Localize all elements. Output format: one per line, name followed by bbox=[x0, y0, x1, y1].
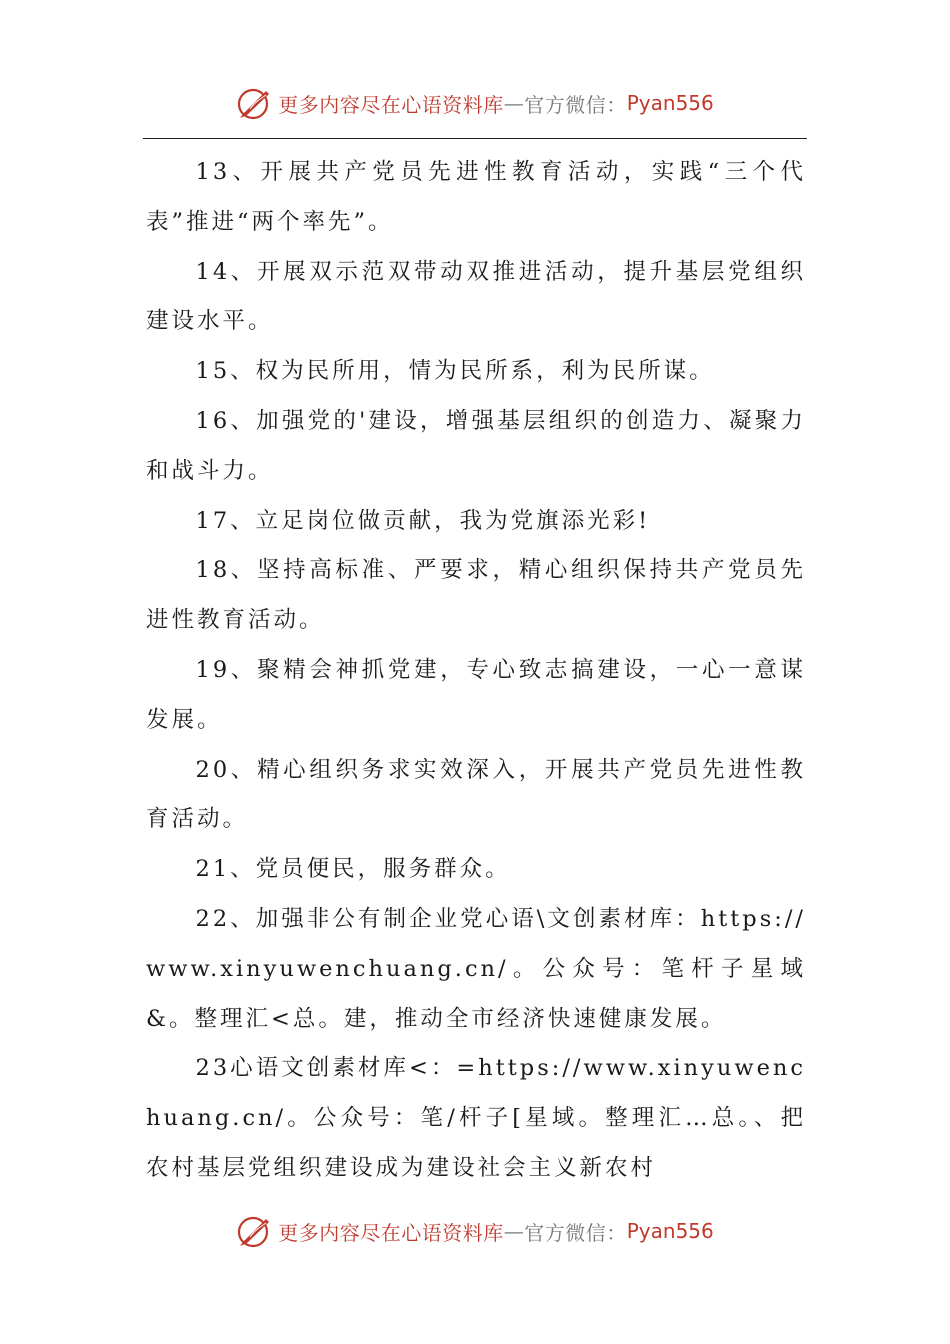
banner-wechat-id: Pyan556 bbox=[626, 91, 714, 115]
quill-pen-logo-icon bbox=[236, 85, 272, 121]
paragraph-16: 16、加强党的'建设，增强基层组织的创造力、凝聚力和战斗力。 bbox=[146, 407, 806, 484]
banner-title: 更多内容尽在心语资料库 bbox=[278, 1220, 504, 1245]
page-header bbox=[0, 80, 950, 126]
paragraph-13: 13、开展共产党员先进性教育活动，实践“三个代表”推进“两个率先”。 bbox=[146, 159, 806, 235]
document-body bbox=[146, 148, 806, 1194]
header-divider bbox=[143, 138, 807, 139]
banner-wechat-id: Pyan556 bbox=[626, 1219, 714, 1243]
paragraph-15: 15、权为民所用，情为民所系，利为民所谋。 bbox=[195, 358, 715, 385]
paragraph-23: 23心语文创素材库<：=https://www.xinyuwenchuang.cn/。公众号：笔/杆子[星域。整理汇…总。、把农村基层党组织建设成为建设社会主义新农村 bbox=[146, 1055, 806, 1181]
paragraph-21: 21、党员便民，服务群众。 bbox=[195, 856, 511, 883]
paragraph-18: 18、坚持高标准、严要求，精心组织保持共产党员先进性教育活动。 bbox=[146, 557, 806, 634]
paragraph-14: 14、开展双示范双带动双推进活动，提升基层党组织建设水平。 bbox=[146, 258, 806, 335]
quill-pen-logo-icon bbox=[236, 1213, 272, 1249]
banner-wechat-label: 官方微信： bbox=[524, 92, 627, 117]
banner-dash: — bbox=[503, 1219, 525, 1243]
paragraph-22: 22、加强非公有制企业党心语\文创素材库：https://www.xinyuwenchuang.cn/。公众号：笔杆子星域&。整理汇<总。建，推动全市经济快速健康发展。 bbox=[146, 905, 806, 1032]
banner-dash: — bbox=[503, 91, 525, 115]
paragraph-20: 20、精心组织务求实效深入，开展共产党员先进性教育活动。 bbox=[146, 756, 806, 833]
page-footer bbox=[0, 1208, 950, 1254]
banner-title: 更多内容尽在心语资料库 bbox=[278, 92, 504, 117]
banner-wechat-label: 官方微信： bbox=[524, 1220, 627, 1245]
paragraph-17: 17、立足岗位做贡献，我为党旗添光彩! bbox=[195, 507, 651, 534]
paragraph-19: 19、聚精会神抓党建，专心致志搞建设，一心一意谋发展。 bbox=[146, 656, 806, 733]
